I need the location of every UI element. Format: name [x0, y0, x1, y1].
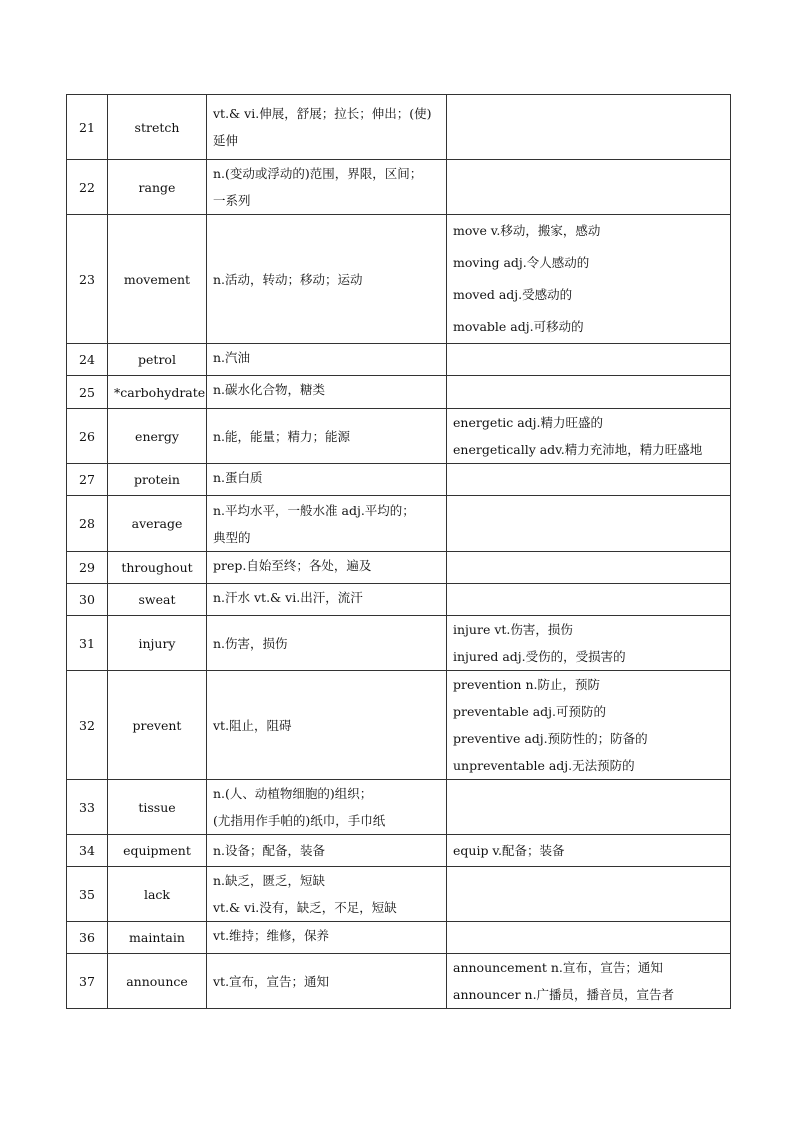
table-row: [67, 671, 731, 780]
vocab-word: equipment: [108, 835, 207, 867]
definition-line: n.平均水平，一般水准 adj.平均的；: [213, 502, 415, 518]
definition-cell: [207, 922, 447, 954]
table-row: [67, 552, 731, 584]
table-row: [67, 215, 731, 344]
table-row: [67, 376, 731, 409]
derivative-line: announcement n.宣布，宣告；通知: [453, 960, 663, 975]
definition-line: n.伤害，损伤: [213, 635, 288, 651]
definition-line: vt.& vi.没有，缺乏，不足，短缺: [213, 900, 397, 915]
definition-line: n.设备；配备，装备: [213, 843, 326, 858]
vocab-word: petrol: [108, 344, 207, 376]
vocab-word: sweat: [108, 584, 207, 616]
derivative-line: injure vt.伤害，损伤: [453, 622, 573, 637]
row-number: 30: [67, 584, 108, 616]
derivatives-cell: [447, 780, 731, 835]
definition-line: n.活动，转动；移动；运动: [213, 271, 363, 287]
row-number: 21: [67, 95, 108, 160]
derivatives-cell: [447, 95, 731, 160]
derivatives-cell: [447, 954, 731, 1009]
derivatives-cell: [447, 409, 731, 464]
vocab-word: injury: [108, 616, 207, 671]
vocab-word: range: [108, 160, 207, 215]
definition-cell: [207, 496, 447, 552]
definition-cell: [207, 215, 447, 344]
derivative-line: injured adj.受伤的，受损害的: [453, 649, 626, 664]
row-number: 33: [67, 780, 108, 835]
definition-line: n.汽油: [213, 350, 251, 365]
definition-line: vt.阻止，阻碍: [213, 717, 292, 733]
derivative-line: unpreventable adj.无法预防的: [453, 758, 635, 773]
derivative-line: preventable adj.可预防的: [453, 704, 607, 719]
derivatives-cell: [447, 867, 731, 922]
derivative-line: prevention n.防止，预防: [453, 677, 600, 692]
definition-cell: [207, 160, 447, 215]
table-row: [67, 835, 731, 867]
derivatives-cell: [447, 344, 731, 376]
row-number: 37: [67, 954, 108, 1009]
derivative-line: move v.移动，搬家，感动: [453, 223, 601, 238]
table-row: [67, 616, 731, 671]
row-number: 28: [67, 496, 108, 552]
derivative-line: equip v.配备；装备: [453, 843, 565, 858]
row-number: 36: [67, 922, 108, 954]
derivatives-cell: [447, 835, 731, 867]
definition-line: (尤指用作手帕的)纸巾，手巾纸: [213, 813, 386, 828]
vocabulary-table: [66, 94, 731, 1009]
row-number: 32: [67, 671, 108, 780]
definition-cell: [207, 671, 447, 780]
definition-cell: [207, 464, 447, 496]
vocab-word: energy: [108, 409, 207, 464]
vocab-word: throughout: [108, 552, 207, 584]
vocab-word: protein: [108, 464, 207, 496]
vocab-word: lack: [108, 867, 207, 922]
definition-cell: [207, 409, 447, 464]
derivatives-cell: [447, 552, 731, 584]
derivatives-cell: [447, 215, 731, 344]
derivatives-cell: [447, 376, 731, 409]
derivatives-cell: [447, 496, 731, 552]
row-number: 24: [67, 344, 108, 376]
definition-cell: [207, 344, 447, 376]
row-number: 26: [67, 409, 108, 464]
definition-line: n.(变动或浮动的)范围，界限，区间；: [213, 166, 423, 181]
definition-line: n.缺乏，匮乏，短缺: [213, 873, 326, 888]
row-number: 23: [67, 215, 108, 344]
table-row: [67, 780, 731, 835]
definition-cell: [207, 867, 447, 922]
derivatives-cell: [447, 616, 731, 671]
vocab-word: stretch: [108, 95, 207, 160]
table-row: [67, 584, 731, 616]
row-number: 27: [67, 464, 108, 496]
definition-cell: [207, 95, 447, 160]
derivatives-cell: [447, 671, 731, 780]
row-number: 34: [67, 835, 108, 867]
derivative-line: preventive adj.预防性的；防备的: [453, 731, 648, 746]
definition-cell: [207, 584, 447, 616]
definition-cell: [207, 552, 447, 584]
table-row: [67, 954, 731, 1009]
definition-cell: [207, 780, 447, 835]
definition-line: n.碳水化合物，糖类: [213, 382, 326, 397]
derivative-line: movable adj.可移动的: [453, 319, 584, 334]
definition-line: n.(人、动植物细胞的)组织；: [213, 786, 373, 801]
row-number: 29: [67, 552, 108, 584]
row-number: 22: [67, 160, 108, 215]
derivatives-cell: [447, 922, 731, 954]
definition-line: vt.维持；维修，保养: [213, 928, 330, 943]
vocab-word: maintain: [108, 922, 207, 954]
table-row: [67, 95, 731, 160]
row-number: 31: [67, 616, 108, 671]
table-row: [67, 160, 731, 215]
table-row: [67, 496, 731, 552]
derivatives-cell: [447, 584, 731, 616]
table-row: [67, 464, 731, 496]
vocab-word: movement: [108, 215, 207, 344]
derivatives-cell: [447, 464, 731, 496]
row-number: 25: [67, 376, 108, 409]
derivative-line: energetically adv.精力充沛地，精力旺盛地: [453, 442, 703, 457]
table-row: [67, 344, 731, 376]
vocabulary-table-body: [67, 95, 731, 1009]
derivatives-cell: [447, 160, 731, 215]
vocab-word: *carbohydrate: [108, 376, 207, 409]
definition-cell: [207, 376, 447, 409]
row-number: 35: [67, 867, 108, 922]
definition-line: 典型的: [213, 529, 251, 545]
derivative-line: announcer n.广播员，播音员，宣告者: [453, 987, 675, 1002]
table-row: [67, 409, 731, 464]
derivative-line: energetic adj.精力旺盛的: [453, 415, 604, 430]
vocab-word: announce: [108, 954, 207, 1009]
definition-line: n.能，能量；精力；能源: [213, 428, 351, 444]
definition-line: vt.& vi.伸展，舒展；拉长；伸出；(使): [213, 106, 432, 121]
definition-line: n.蛋白质: [213, 470, 263, 485]
definition-line: n.汗水 vt.& vi.出汗，流汗: [213, 590, 363, 605]
vocab-word: tissue: [108, 780, 207, 835]
vocab-word: prevent: [108, 671, 207, 780]
definition-line: 延伸: [213, 133, 239, 148]
definition-line: 一系列: [213, 193, 251, 208]
table-row: [67, 922, 731, 954]
table-row: [67, 867, 731, 922]
definition-cell: [207, 616, 447, 671]
definition-cell: [207, 954, 447, 1009]
definition-cell: [207, 835, 447, 867]
derivative-line: moved adj.受感动的: [453, 287, 573, 302]
definition-line: vt.宣布，宣告；通知: [213, 973, 330, 989]
definition-line: prep.自始至终；各处，遍及: [213, 558, 372, 573]
vocab-word: average: [108, 496, 207, 552]
derivative-line: moving adj.令人感动的: [453, 255, 590, 270]
